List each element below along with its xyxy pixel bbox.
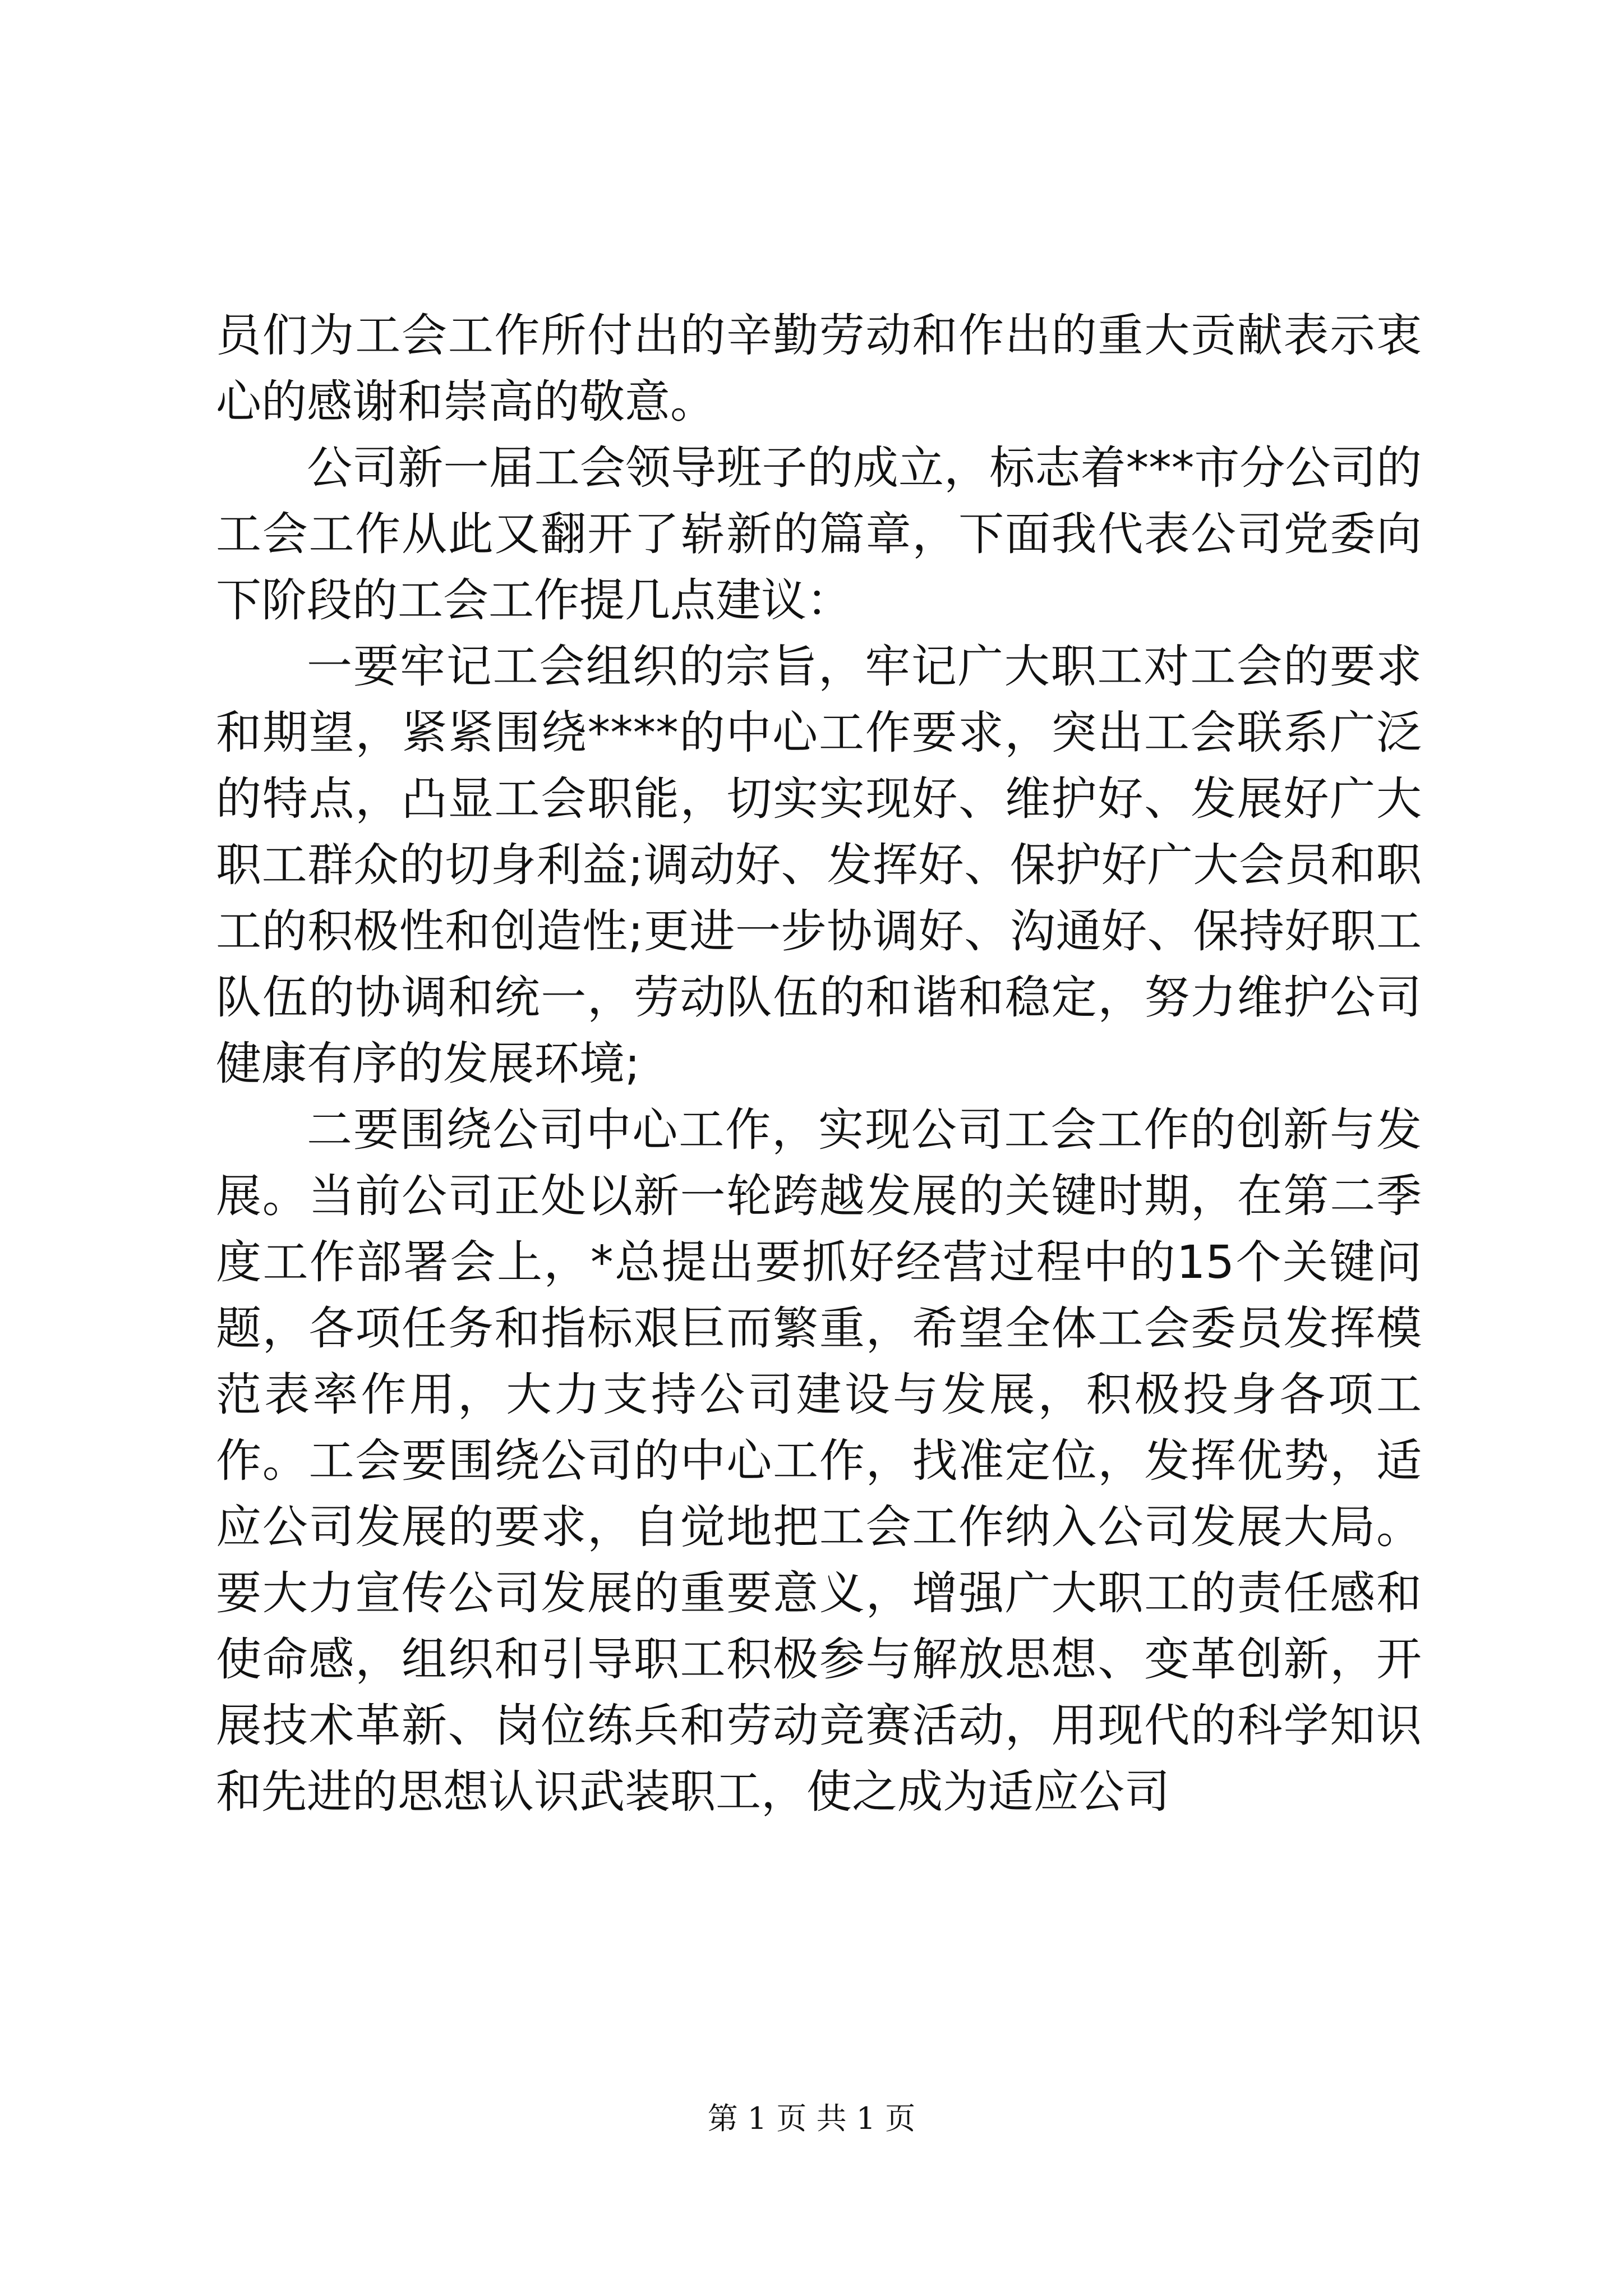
paragraph-4: 二要围绕公司中心工作，实现公司工会工作的创新与发展。当前公司正处以新一轮跨越发展的关键时期，在第二季度工作部署会上，*总提出要抓好经营过程中的15个关键问题，各项任务和指标艰巨而繁重，希望全体工会委员发挥模范表率作用，大力支持公司建设与发展，积极投身各项工作。工会要围绕公司的中心工作，找准定位，发挥优势，适应公司发展的要求，自觉地把工会工作纳入公司发展大局。要大力宣传公司发展的重要意义，增强广大职工的责任感和使命感，组织和引导职工积极参与解放思想、变革创新，开展技术革新、岗位练兵和劳动竞赛活动，用现代的科学知识和先进的思想认识武装职工，使之成为适应公司 bbox=[216, 1104, 1422, 1819]
paragraph-1: 员们为工会工作所付出的辛勤劳动和作出的重大贡献表示衷心的感谢和崇高的敬意。 bbox=[216, 310, 1422, 429]
paragraph-2: 公司新一届工会领导班子的成立，标志着***市分公司的工会工作从此又翻开了崭新的篇章，下面我代表公司党委向下阶段的工会工作提几点建议： bbox=[216, 442, 1422, 627]
page-footer bbox=[0, 2099, 1623, 2138]
page-number: 第 1 页 共 1 页 bbox=[707, 2101, 916, 2136]
document-body bbox=[216, 303, 1422, 1825]
paragraph-3: 一要牢记工会组织的宗旨，牢记广大职工对工会的要求和期望，紧紧围绕****的中心工作要求，突出工会联系广泛的特点，凸显工会职能，切实实现好、维护好、发展好广大职工群众的切身利益;调动好、发挥好、保护好广大会员和职工的积极性和创造性;更进一步协调好、沟通好、保持好职工队伍的协调和统一，劳动队伍的和谐和稳定，努力维护公司健康有序的发展环境; bbox=[216, 641, 1422, 1091]
